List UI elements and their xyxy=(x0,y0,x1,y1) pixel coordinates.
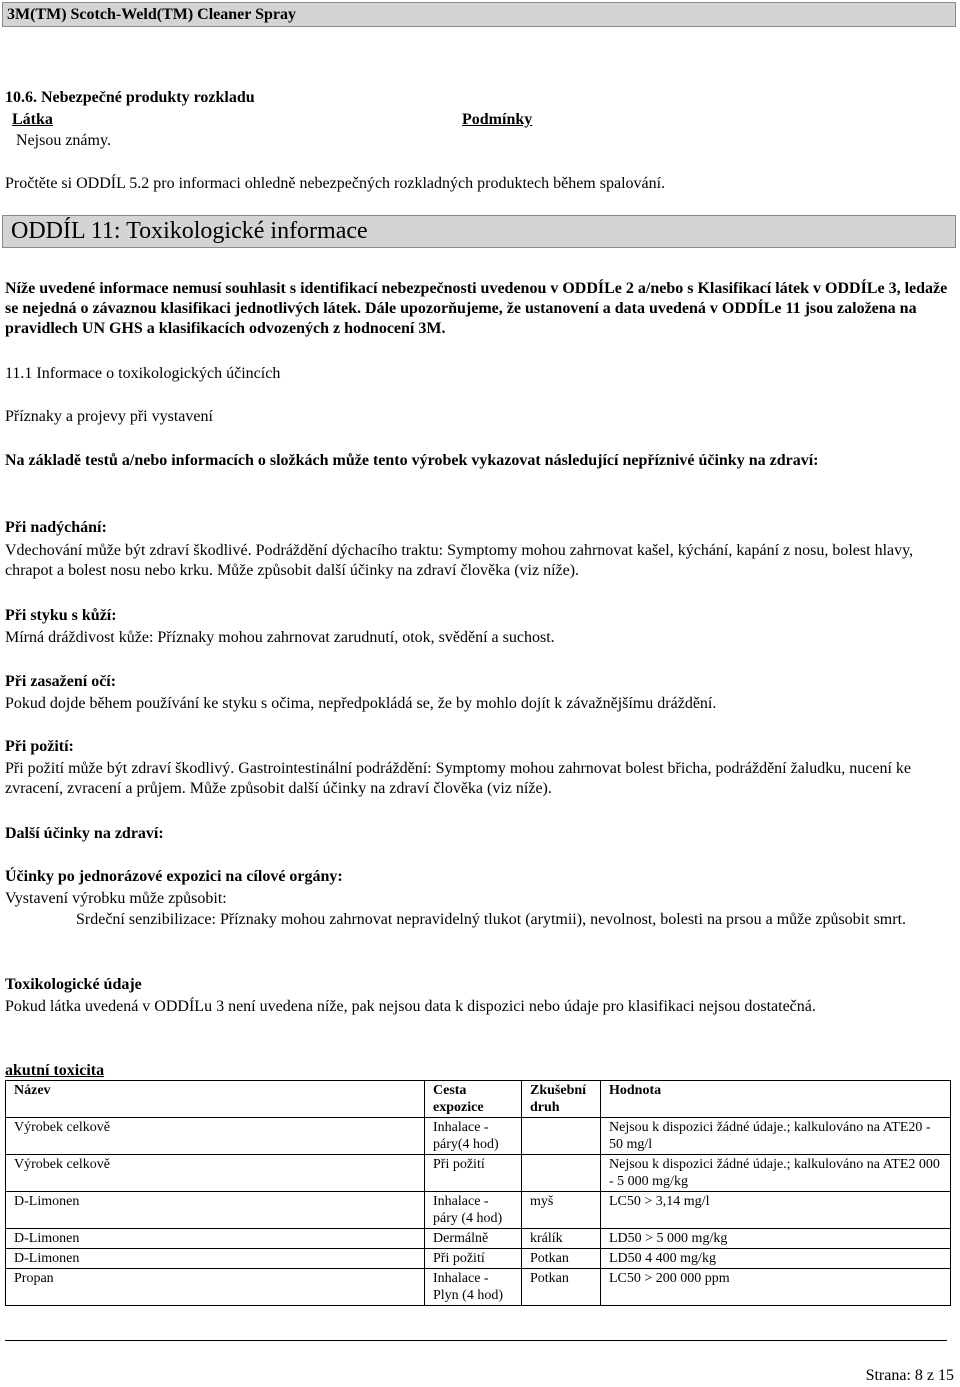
table-row xyxy=(6,1269,951,1306)
cell-name: D-Limonen xyxy=(6,1192,425,1229)
cell-value: Nejsou k dispozici žádné údaje.; kalkulováno na ATE2 000 - 5 000 mg/kg xyxy=(601,1155,951,1192)
toxicological-data-heading: Toxikologické údaje xyxy=(5,976,142,993)
eye-text: Pokud dojde během používání ke styku s očima, nepředpokládá se, že by mohlo dojít k závažnějšímu dráždění. xyxy=(5,695,717,712)
cell-species xyxy=(522,1155,601,1192)
table-row xyxy=(6,1192,951,1229)
cell-name: Výrobek celkově xyxy=(6,1118,425,1155)
symptoms-intro: Na základě testů a/nebo informacích o složkách může tento výrobek vykazovat následující nepříznivé účinky na zdraví: xyxy=(5,452,819,469)
table-header-row xyxy=(6,1081,951,1118)
skin-text: Mírná dráždivost kůže: Příznaky mohou zahrnovat zarudnutí, otok, svědění a suchost. xyxy=(5,629,555,646)
header-value: Hodnota xyxy=(601,1081,951,1118)
table-row xyxy=(6,1229,951,1249)
cell-name: D-Limonen xyxy=(6,1249,425,1269)
acute-toxicity-heading: akutní toxicita xyxy=(5,1062,105,1079)
cell-species: Potkan xyxy=(522,1269,601,1306)
cell-route: Inhalace - páry(4 hod) xyxy=(425,1118,522,1155)
cell-name: Propan xyxy=(6,1269,425,1306)
conditions-column-label: Podmínky xyxy=(462,111,533,128)
cell-route: Dermálně xyxy=(425,1229,522,1249)
page-number: Strana: 8 z 15 xyxy=(865,1367,954,1384)
cell-route: Při požití xyxy=(425,1155,522,1192)
acute-toxicity-table xyxy=(5,1080,951,1306)
cell-value: LC50 > 200 000 ppm xyxy=(601,1269,951,1306)
cell-route: Inhalace - páry (4 hod) xyxy=(425,1192,522,1229)
stot-text: Srdeční senzibilizace: Příznaky mohou zahrnovat nepravidelný tlukot (arytmii), nevolnost, bolesti na prsou a může způsobit smrt. xyxy=(76,911,907,928)
header-route: Cesta expozice xyxy=(425,1081,522,1118)
cell-value: Nejsou k dispozici žádné údaje.; kalkulováno na ATE20 - 50 mg/l xyxy=(601,1118,951,1155)
header-species: Zkušební druh xyxy=(522,1081,601,1118)
eye-label: Při zasažení očí: xyxy=(5,673,117,690)
cell-value: LD50 > 5 000 mg/kg xyxy=(601,1229,951,1249)
header-name: Název xyxy=(6,1081,425,1118)
inhalation-text: Vdechování může být zdraví škodlivé. Podráždění dýchacího traktu: Symptomy mohou zahrnovat kašel, kýchání, kapání z nosu, bolest hlavy, chrapot a bolest nosu nebo krku. Může způsobit další účinky na zdraví člověka (viz níže). xyxy=(5,542,914,579)
symptoms-heading: Příznaky a projevy při vystavení xyxy=(5,408,213,425)
substance-column-label: Látka xyxy=(12,111,53,128)
toxicological-effects-heading: 11.1 Informace o toxikologických účincích xyxy=(5,365,281,382)
section-11-intro: Níže uvedené informace nemusí souhlasit s identifikací nebezpečnosti uvedenou v ODDÍLe 2 a/nebo s Klasifikací látek v ODDÍLe 3, ledaže se nejedná o závaznou klasifikaci jednotlivých látek. Dále upozorňujeme, že ustanovení a data uvedená v ODDÍLe 11 jsou založena na pravidlech UN GHS a klasifikacích odvozených z hodnocení 3M. xyxy=(5,280,948,337)
cell-species: Potkan xyxy=(522,1249,601,1269)
decomposition-row: Nejsou známy. xyxy=(16,132,111,149)
toxicological-data-text: Pokud látka uvedená v ODDÍLu 3 není uvedena níže, pak nejsou data k dispozici nebo údaje pro klasifikaci nejsou dostatečná. xyxy=(5,998,816,1015)
cell-name: D-Limonen xyxy=(6,1229,425,1249)
ingestion-text: Při požití může být zdraví škodlivý. Gastrointestinální podráždění: Symptomy mohou zahrnovat bolest břicha, podráždění žaludku, nucení ke zvracení, zvracení a průjem. Může způsobit další účinky na zdraví člověka (viz níže). xyxy=(5,760,912,797)
inhalation-label: Při nadýchání: xyxy=(5,519,107,536)
table-row xyxy=(6,1155,951,1192)
cell-name: Výrobek celkově xyxy=(6,1155,425,1192)
cell-value: LC50 > 3,14 mg/l xyxy=(601,1192,951,1229)
cell-route: Inhalace - Plyn (4 hod) xyxy=(425,1269,522,1306)
decomposition-heading: 10.6. Nebezpečné produkty rozkladu xyxy=(5,89,255,106)
section-11-title: ODDÍL 11: Toxikologické informace xyxy=(2,215,956,248)
ingestion-label: Při požití: xyxy=(5,738,74,755)
skin-label: Při styku s kůží: xyxy=(5,607,117,624)
cell-route: Při požití xyxy=(425,1249,522,1269)
other-effects-heading: Další účinky na zdraví: xyxy=(5,825,164,842)
decomposition-note: Pročtěte si ODDÍL 5.2 pro informaci ohledně nebezpečných rozkladných produktech během spalování. xyxy=(5,175,666,192)
document-header: 3M(TM) Scotch-Weld(TM) Cleaner Spray xyxy=(2,2,956,27)
table-row xyxy=(6,1118,951,1155)
cell-value: LD50 4 400 mg/kg xyxy=(601,1249,951,1269)
stot-intro: Vystavení výrobku může způsobit: xyxy=(5,890,227,907)
table-row xyxy=(6,1249,951,1269)
cell-species: myš xyxy=(522,1192,601,1229)
cell-species xyxy=(522,1118,601,1155)
cell-species: králík xyxy=(522,1229,601,1249)
footer-divider xyxy=(5,1340,947,1341)
stot-heading: Účinky po jednorázové expozici na cílové orgány: xyxy=(5,868,343,885)
